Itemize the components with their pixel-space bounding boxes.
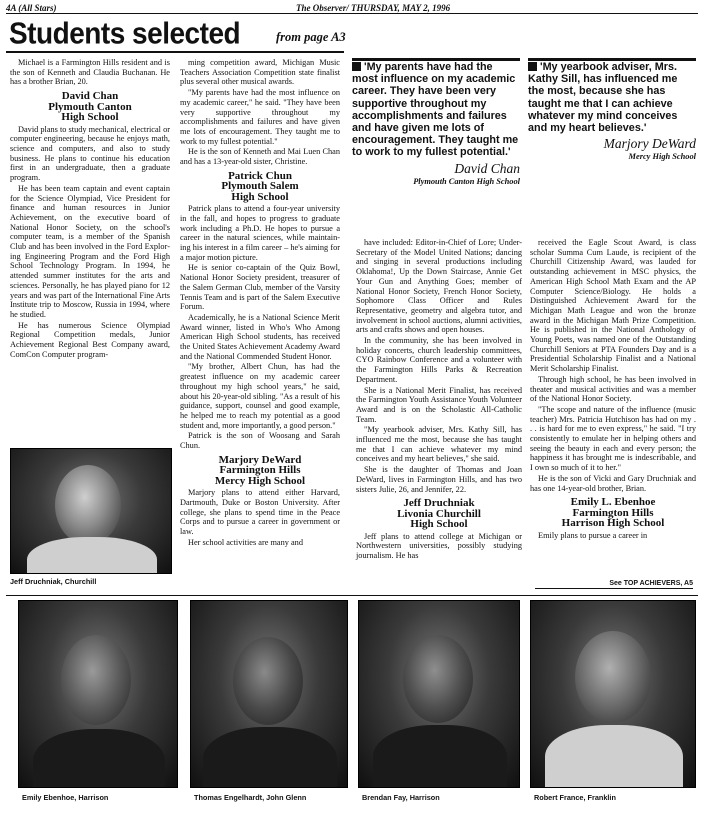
quote-name: David Chan: [454, 160, 520, 176]
photo-row-rule: [6, 595, 698, 596]
student-heading: Marjory DeWard Farmington Hills Mercy High School: [214, 453, 306, 487]
paragraph: Through high school, he has been involved in theater and musical activities and was a member of the National Honor Society.: [530, 374, 696, 404]
paragraph: Marjory plans to attend either Harvard, Dartmouth, Duke or Boston University. After college, she plans to spend time in the Peace Corps and to pursue a career in government or law.: [180, 488, 340, 537]
quote-marker-icon: [352, 62, 361, 71]
caption-brendan: Brendan Fay, Harrison: [362, 793, 440, 802]
paragraph: In the community, she has been involved in holiday concerts, church leadership committees, CYO Rainbow Conference and a volunteer with the Farmington Hills Parks & Recreation Department.: [356, 336, 522, 384]
see-more-reference: See TOP ACHIEVERS, A5: [535, 580, 693, 589]
paragraph: She is the daughter of Thomas and Joan DeWard, lives in Farmington Hills, and has two sisters Julie, 26, and Jennifer, 22.: [356, 465, 522, 494]
paragraph: He is the son of Kenneth and Mai Luen Chan and has a 13-year-old sister, Christine.: [180, 147, 340, 167]
paragraph: Academically, he is a National Science Merit Award winner, listed in Who's Who Among American High School students, has received the United States Achievement Academy Award and the National Commended Student Honor.: [180, 312, 340, 361]
paragraph: He is the son of Vicki and Gary Druchniak and has one 14-year-old brother, Brian.: [530, 473, 696, 493]
photo-jeff-druchniak: [10, 448, 172, 574]
quote-marker-icon: [528, 62, 537, 71]
pull-quote-deward: [528, 58, 696, 161]
paragraph: She is a National Merit Finalist, has received the Farmington Youth Assistance Youth Volunteer Award and is on the Scholastic All-Catholic Team.: [356, 385, 522, 424]
column-4: [530, 238, 696, 541]
student-heading: Patrick Chun Plymouth Salem High School: [221, 169, 299, 203]
column-1: [10, 58, 170, 360]
photo-thomas-engelhardt: [190, 600, 348, 788]
photo-robert-france: [530, 600, 696, 788]
caption-thomas: Thomas Engelhardt, John Glenn: [194, 793, 307, 802]
paragraph: "My parents have had the most influence on my academic career," he said. "They have been very supportive throughout my accomplishments and failures and have given me lots of encouragement. They taught me to work to my fullest potential.": [180, 88, 340, 146]
paragraph: Patrick is the son of Woosang and Sarah Chun.: [180, 431, 340, 451]
column-3: [356, 238, 522, 562]
jump-reference: from page A3: [276, 30, 346, 44]
pull-quote-chan: [352, 58, 520, 186]
paragraph: David plans to study mechanical, electrical or computer engineering, because he enjoys math, science and computers, and also to study business. He plans to continue his education first in an undergraduate, then a graduate program.: [10, 124, 170, 183]
paragraph: received the Eagle Scout Award, is class scholar Summa Cum Laude, is recipient of the Churchill Citizenship Award, was lauded for outstanding achievement in MSC physics, the American High School Math Exam and the AP Computer Science/Biology. He holds a Distinguished Achievement Award for the Michigan Math League and won the bronze award in the Michigan Math Prize Competition. He is published in the National Anthology of Young Poets, was named one of the Outstanding Churchill Seniors at PTA Founders Day and is a Presidential Scholarship Finalist and a National Merit Scholarship Finalist.: [530, 238, 696, 374]
quote-name: Marjory DeWard: [603, 136, 696, 152]
caption-robert: Robert France, Franklin: [534, 793, 616, 802]
photo-brendan-fay: [358, 600, 520, 788]
paragraph: Jeff plans to attend college at Michigan or Northwestern universities, possibly studying journalism. He has: [356, 531, 522, 561]
paragraph: He has numerous Science Olympiad Regional Competition medals, Junior Achievement Regional Best Company award, ComCon Computer program-: [10, 320, 170, 359]
paragraph: Michael is a Farmington Hills resident and is the son of Kenneth and Claudia Buchanan. He has a brother Brian, 20.: [10, 58, 170, 87]
paragraph: "The scope and nature of the influence (music teacher) Mrs. Patricia Hutchison has had on my . . . is hard for me to even express," he said. "I try consistently to emulate her in helping others and seeing the beauty in each and every person; the happiness it has brought me is indescribable, and I own so much of it to her.": [530, 404, 696, 473]
caption-jeff: Jeff Druchniak, Churchill: [10, 577, 97, 586]
paragraph: He has been team captain and event captain for the Science Olympiad, Vice President for finance and human resources in Junior Achievement, on the executive board of National Honor Society, on the school's computer team, is a member of the Spanish Club and has been involved in the Ford Exploring Engineering Program and the Ford High School Technology Program. In 1994, he attended summer institutes for the arts and sciences. Personally, he has played piano for 12 years and was part of the International Fine Arts Institute trip to Moscow, Russia in 1994, where he studied.: [10, 183, 170, 319]
paragraph: Emily plans to pursue a career in: [538, 530, 648, 540]
student-heading: Emily L. Ebenhoe Farmington Hills Harrison High School: [561, 496, 665, 530]
section-label: 4A (All Stars): [6, 3, 57, 13]
quote-school: Plymouth Canton High School: [413, 176, 520, 186]
caption-emily: Emily Ebenhoe, Harrison: [22, 793, 109, 802]
header-rule: [6, 13, 698, 14]
paragraph: have included: Editor-in-Chief of Lore; Under-Secretary of the Model United Nations; dancing and singing in several productions including Oklahoma!, Up the Down Staircase, Annie Get Your Gun and Anything Goes; member of National Honor Society, French Honor Society, Sophomore Class Officer and Rules Representative, geometry and algebra tutor, and involvement in school auctions, alumni activities, arts and crafts shows and open houses.: [356, 238, 522, 335]
paragraph: Her school activities are many and: [188, 537, 303, 547]
paragraph: ming competition award, Michigan Music Teachers Association Competition state finalist plus several other musical awards.: [180, 58, 340, 87]
quote-school: Mercy High School: [628, 152, 696, 162]
paragraph: He is senior co-captain of the Quiz Bowl, National Honor Society president, treasurer of the Salem German Club, member of the Varsity Tennis Team and is part of the Salem Executive Forum.: [180, 263, 340, 312]
student-heading: David Chan Plymouth Canton High School: [48, 90, 132, 124]
photo-emily-ebenhoe: [18, 600, 178, 788]
paragraph: Patrick plans to attend a four-year university in the fall, and hopes to progress to graduate work including a Ph.D. He hopes to pursue a career in the natural sciences, while maintaining his interest in a film career – he's aiming for a major motion picture.: [180, 204, 340, 262]
headline-rule: [6, 51, 344, 53]
headline: Students selected: [9, 16, 241, 51]
column-2: [180, 58, 340, 549]
paragraph: "My brother, Albert Chun, has had the greatest influence on my academic career throughout my high school years," he said, about his 20-year-old sibling. "As a result of his guidance, support, counsel and good example, he helped me to reach my potential as a good student and, more importantly, a good person.": [180, 362, 340, 430]
paragraph: "My yearbook adviser, Mrs. Kathy Sill, has influenced me the most, because she has taught me that I can achieve whatever my mind conceives and my heart believes," she said.: [356, 425, 522, 464]
quote-text: 'My parents have had the most influence on my academic career. They have been very supportive throughout my accomplishments and failures and have given me lots of encouragement. They taught me to work to my fullest potential.': [352, 61, 519, 159]
quote-text: 'My yearbook adviser, Mrs. Kathy Sill, has influenced me the most, because she has taught me that I can achieve whatever my mind conceives and my heart believes.': [528, 61, 678, 135]
dateline: The Observer/ THURSDAY, MAY 2, 1996: [296, 3, 451, 13]
student-heading: Jeff Druchniak Livonia Churchill High School: [397, 497, 481, 531]
